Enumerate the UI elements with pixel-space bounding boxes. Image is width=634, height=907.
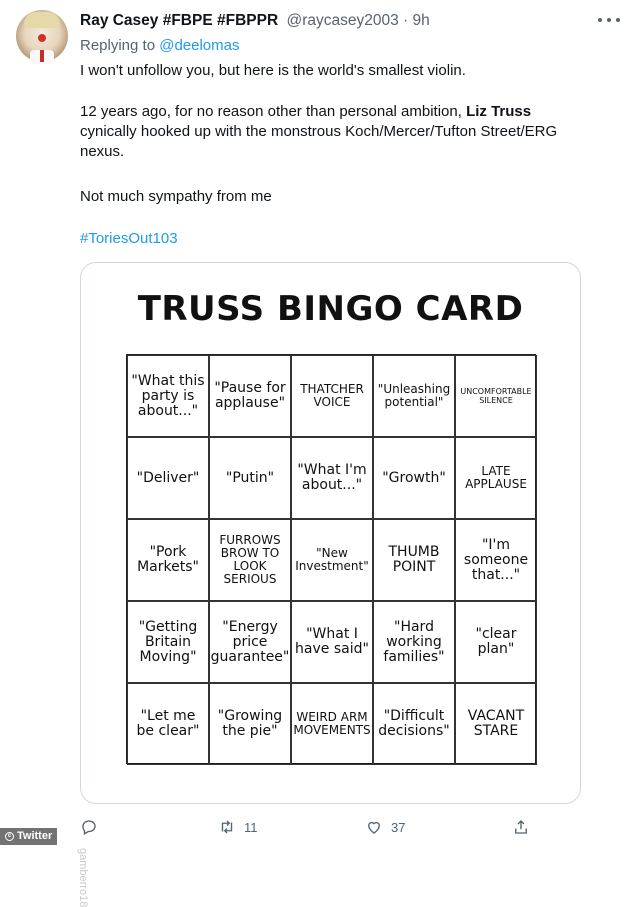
- card-title: TRUSS BINGO CARD: [137, 289, 524, 329]
- bingo-cell: "New Investment": [291, 519, 373, 601]
- bingo-cell: "Hard working families": [373, 601, 455, 683]
- bingo-cell: "Unleashing potential": [373, 355, 455, 437]
- bingo-cell: WEIRD ARM MOVEMENTS: [291, 683, 373, 765]
- tweet-text-para2: [80, 102, 557, 162]
- replying-prefix: Replying to: [80, 37, 160, 54]
- share-button[interactable]: [512, 818, 530, 836]
- bingo-cell: LATE APPLAUSE: [455, 437, 537, 519]
- retweet-count: 11: [244, 819, 258, 835]
- bingo-cell: "What I'm about...": [291, 437, 373, 519]
- bingo-cell: "Difficult decisions": [373, 683, 455, 765]
- source-badge-label: Twitter: [17, 830, 53, 842]
- watermark: gamberro18: [77, 848, 89, 907]
- bingo-cell: THATCHER VOICE: [291, 355, 373, 437]
- bingo-cell: "Growth": [373, 437, 455, 519]
- mention-link[interactable]: @deelomas: [159, 37, 240, 54]
- bingo-cell: "What I have said": [291, 601, 373, 683]
- bingo-cell: "Pause for applause": [209, 355, 291, 437]
- bingo-cell: "Deliver": [127, 437, 209, 519]
- author-name[interactable]: Ray Casey #FBPE #FBPPR: [80, 12, 279, 29]
- bingo-grid: [126, 354, 536, 764]
- para2-end: nexus.: [80, 143, 125, 160]
- action-bar: [80, 818, 540, 838]
- bingo-cell: "Pork Markets": [127, 519, 209, 601]
- bingo-cell: "I'm someone that...": [455, 519, 537, 601]
- bingo-cell: FURROWS BROW TO LOOK SERIOUS: [209, 519, 291, 601]
- tweet-text-line3: Not much sympathy from me: [80, 188, 272, 205]
- bingo-cell: "Growing the pie": [209, 683, 291, 765]
- reply-button[interactable]: [80, 818, 106, 836]
- bingo-cell: "What this party is about...": [127, 355, 209, 437]
- bingo-cell: "Let me be clear": [127, 683, 209, 765]
- para2-bold: Liz Truss: [466, 103, 532, 120]
- bingo-cell: "Getting Britain Moving": [127, 601, 209, 683]
- tweet-text-line1: I won't unfollow you, but here is the world's smallest violin.: [80, 62, 466, 79]
- source-badge: [0, 828, 57, 845]
- tweet-header: [80, 12, 430, 30]
- para2-middle: cynically hooked up with the monstrous Koch/Mercer/Tufton Street/ERG: [80, 123, 558, 140]
- reply-icon: [80, 818, 98, 836]
- bingo-cell: VACANT STARE: [455, 683, 537, 765]
- bingo-cell: THUMB POINT: [373, 519, 455, 601]
- more-icon[interactable]: [598, 14, 620, 26]
- hashtag-link[interactable]: #ToriesOut103: [80, 230, 178, 247]
- bingo-cell: UNCOMFORTABLE SILENCE: [455, 355, 537, 437]
- bingo-cell: "Putin": [209, 437, 291, 519]
- retweet-icon: [218, 818, 236, 836]
- retweet-button[interactable]: [218, 818, 258, 836]
- para2-start: 12 years ago, for no reason other than personal ambition,: [80, 103, 467, 120]
- avatar[interactable]: [16, 10, 68, 62]
- replying-to: [80, 37, 240, 54]
- like-button[interactable]: [365, 818, 405, 836]
- like-icon: [365, 818, 383, 836]
- bingo-cell: "clear plan": [455, 601, 537, 683]
- bingo-cell: "Energy price guarantee": [209, 601, 291, 683]
- share-icon: [512, 818, 530, 836]
- author-handle-time[interactable]: @raycasey2003 · 9h: [286, 12, 430, 29]
- like-count: 37: [391, 819, 406, 835]
- copyright-icon: c: [5, 832, 14, 841]
